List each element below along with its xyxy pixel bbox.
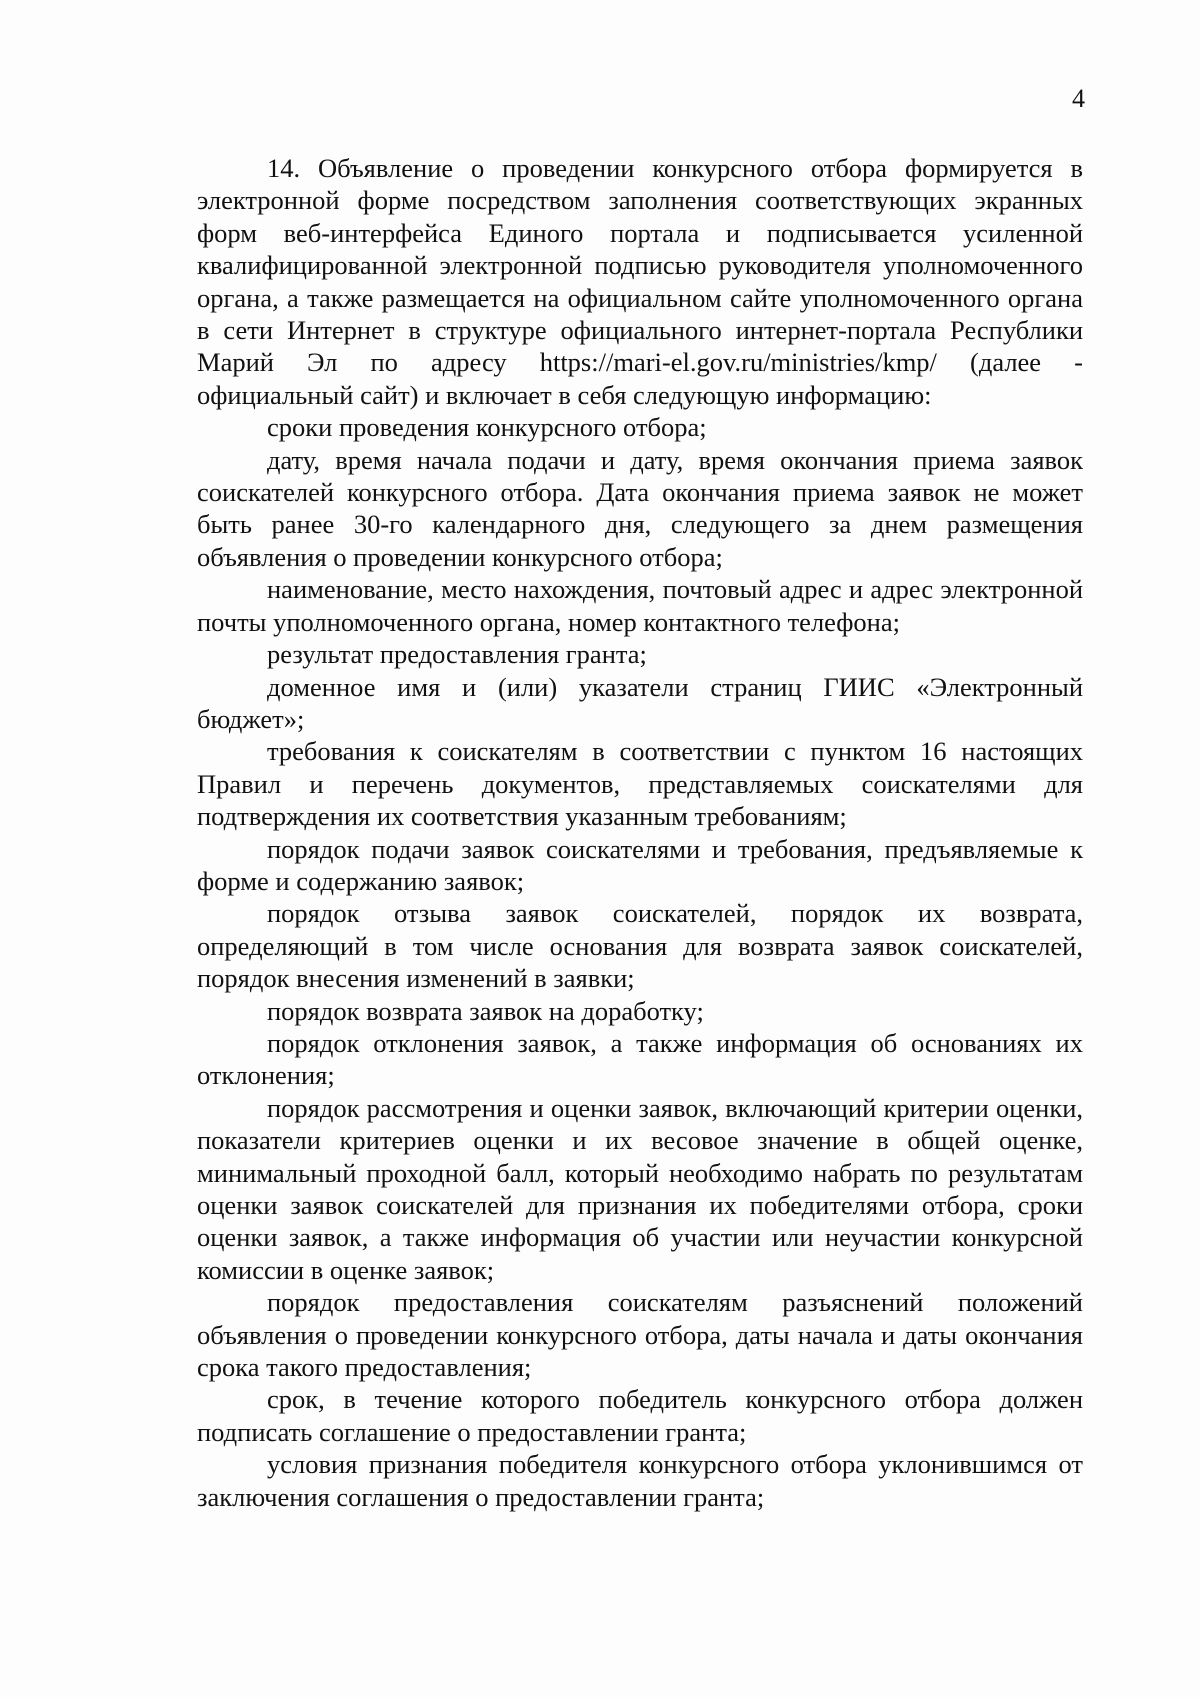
document-body bbox=[197, 152, 1083, 1513]
paragraph-submission-procedure: порядок подачи заявок соискателями и требования, предъявляемые к форме и содержанию заявок; bbox=[197, 833, 1083, 896]
paragraph-application-dates: дату, время начала подачи и дату, время окончания приема заявок соискателей конкурсного отбора. Дата окончания приема заявок не может быть ранее 30-го календарного дня, следующего за днем размещения объявления о проведении конкурсного отбора; bbox=[197, 444, 1083, 572]
paragraph-withdrawal-procedure: порядок отзыва заявок соискателей, порядок их возврата, определяющий в том числе основания для возврата заявок соискателей, порядок внесения изменений в заявки; bbox=[197, 898, 1083, 994]
paragraph-applicant-requirements: требования к соискателям в соответствии с пунктом 16 настоящих Правил и перечень документов, представляемых соискателями для подтверждения их соответствия указанным требованиям; bbox=[197, 736, 1083, 832]
paragraph-evasion-conditions: условия признания победителя конкурсного отбора уклонившимся от заключения соглашения о предоставлении гранта; bbox=[197, 1449, 1083, 1512]
paragraph-authority-contacts: наименование, место нахождения, почтовый адрес и адрес электронной почты уполномоченного органа, номер контактного телефона; bbox=[197, 574, 1083, 637]
paragraph-evaluation-procedure: порядок рассмотрения и оценки заявок, включающий критерии оценки, показатели критериев оценки и их весовое значение в общей оценке, минимальный проходной балл, который необходимо набрать по результатам оценки заявок соискателей для признания их победителями отбора, сроки оценки заявок, а также информация об участии или неучастии конкурсной комиссии в оценке заявок; bbox=[197, 1092, 1083, 1285]
paragraph-announcement-intro: 14. Объявление о проведении конкурсного отбора формируется в электронной форме посредством заполнения соответствующих экранных форм веб-интерфейса Единого портала и подписывается усиленной квалифицированной электронной подписью руководителя уполномоченного органа, а также размещается на официальном сайте уполномоченного органа в сети Интернет в структуре официального интернет-портала Республики Марий Эл по адресу https://mari-el.gov.ru/ministries/kmp/ (далее - официальный сайт) и включает в себя следующую информацию: bbox=[197, 153, 1083, 410]
paragraph-agreement-deadline: срок, в течение которого победитель конкурсного отбора должен подписать соглашение о предоставлении гранта; bbox=[197, 1384, 1083, 1447]
paragraph-clarifications: порядок предоставления соискателям разъяснений положений объявления о проведении конкурсного отбора, даты начала и даты окончания срока такого предоставления; bbox=[197, 1287, 1083, 1383]
paragraph-selection-terms: сроки проведения конкурсного отбора; bbox=[267, 412, 707, 443]
paragraph-domain-name: доменное имя и (или) указатели страниц ГИИС «Электронный бюджет»; bbox=[197, 671, 1083, 734]
page-number: 4 bbox=[1072, 84, 1085, 113]
paragraph-return-for-revision: порядок возврата заявок на доработку; bbox=[267, 995, 704, 1026]
paragraph-rejection-procedure: порядок отклонения заявок, а также информация об основаниях их отклонения; bbox=[197, 1027, 1083, 1091]
paragraph-grant-result: результат предоставления гранта; bbox=[267, 639, 647, 670]
